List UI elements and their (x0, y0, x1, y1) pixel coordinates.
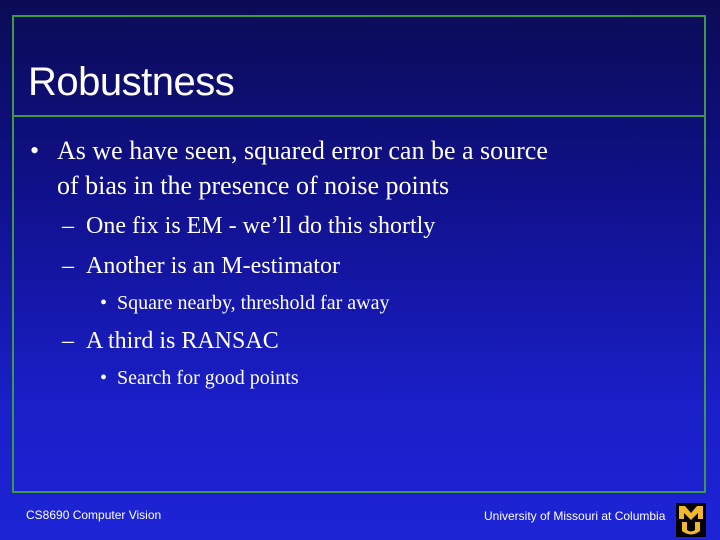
footer-course: CS8690 Computer Vision (26, 508, 162, 522)
subsub-bullet-marker: • (100, 292, 108, 314)
sub-bullet-marker: – (62, 328, 74, 354)
bullet-text-line2: of bias in the presence of noise points (57, 171, 450, 200)
mizzou-logo-icon (676, 503, 706, 537)
subsub-bullet-good-points: Search for good points (117, 367, 299, 389)
sub-bullet-marker: – (62, 213, 74, 239)
slide-title: Robustness (28, 60, 235, 104)
subsub-bullet-marker: • (100, 367, 108, 389)
sub-bullet-ransac: A third is RANSAC (86, 328, 279, 354)
sub-bullet-m-estimator: Another is an M-estimator (86, 253, 340, 279)
title-divider (14, 115, 704, 117)
sub-bullet-marker: – (62, 253, 74, 279)
subsub-bullet-square-nearby: Square nearby, threshold far away (117, 292, 390, 314)
footer-university: University of Missouri at Columbia (484, 509, 666, 523)
bullet-text-line1: As we have seen, squared error can be a source (57, 136, 548, 165)
sub-bullet-em: One fix is EM - we’ll do this shortly (86, 213, 436, 239)
bullet-level1 (30, 133, 39, 168)
bullet-marker: • (30, 136, 40, 165)
